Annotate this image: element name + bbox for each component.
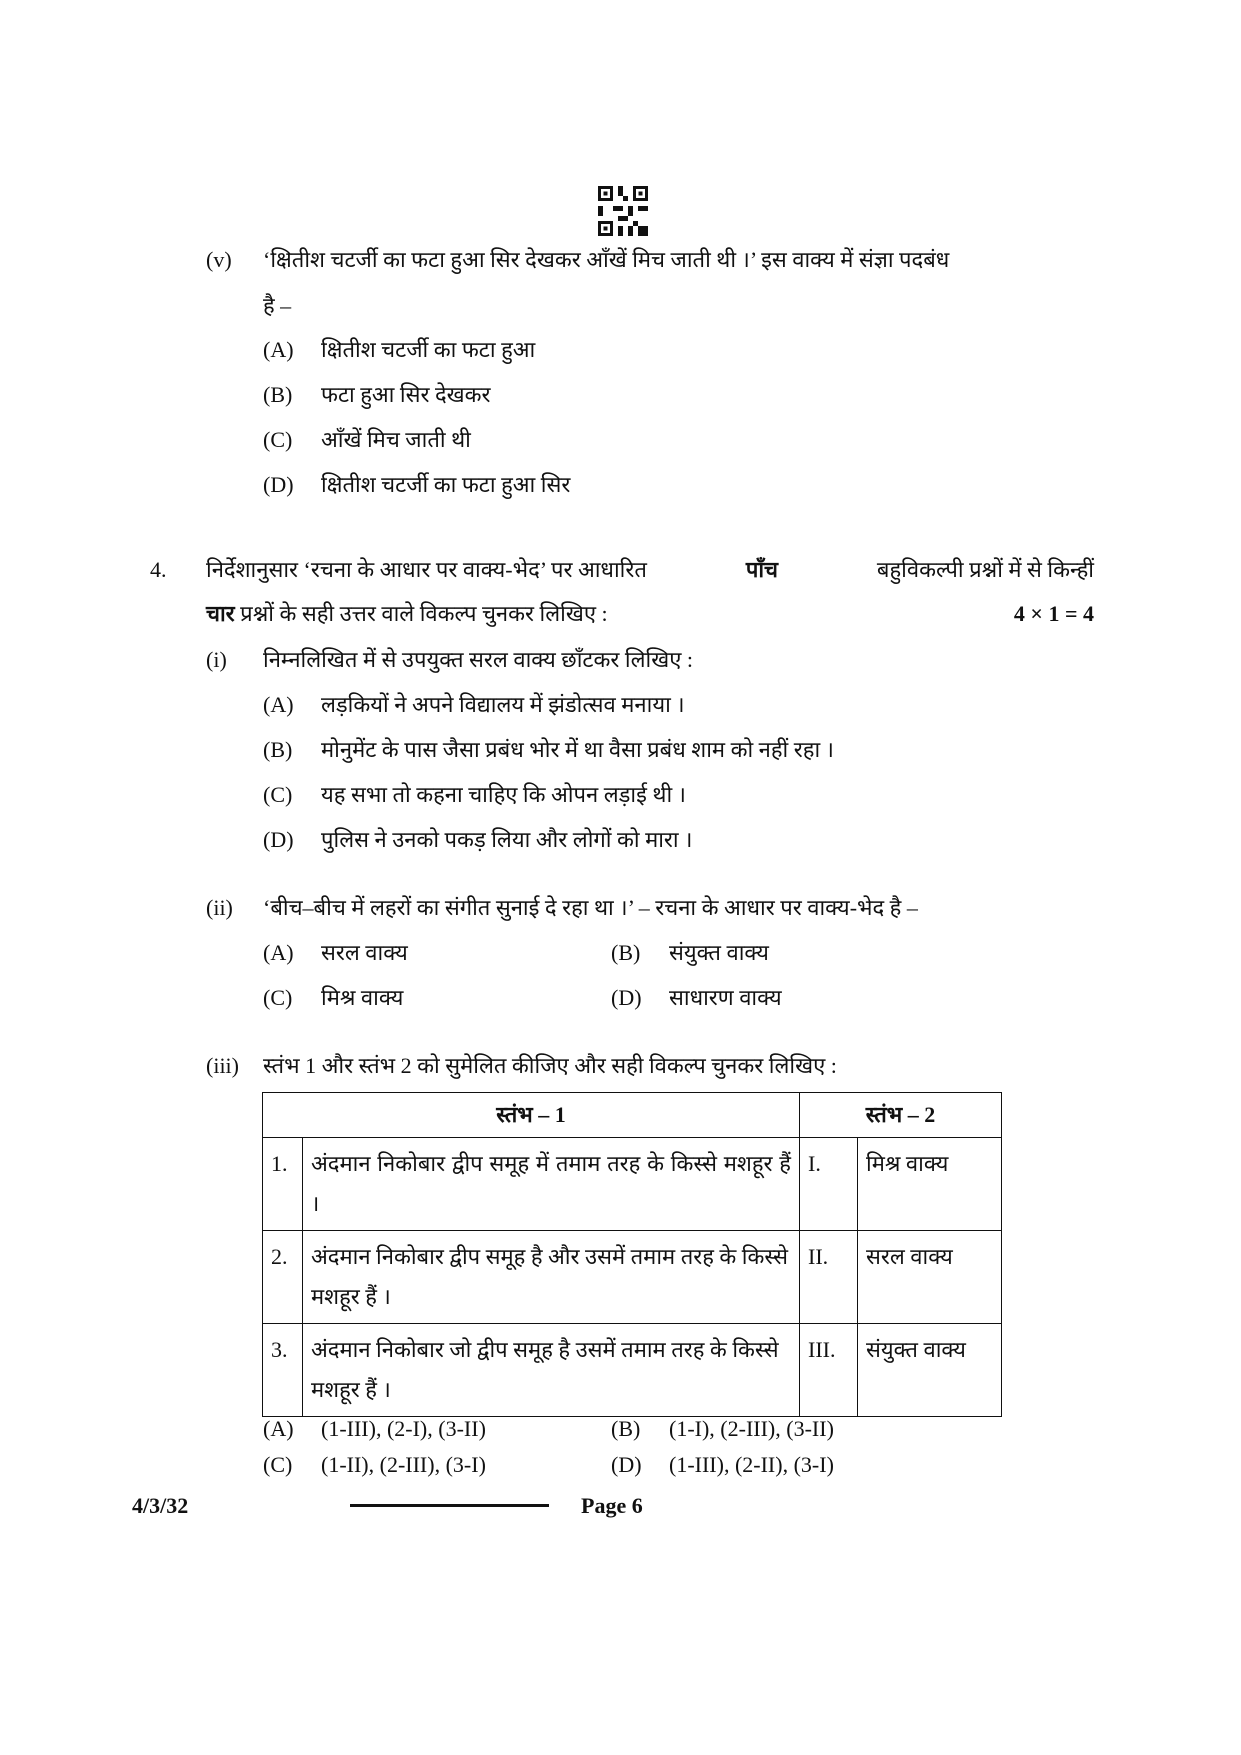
row-number: 1. [263, 1138, 303, 1231]
sentence-cell: अंदमान निकोबार द्वीप समूह है और उसमें तमाम तरह के किस्से मशहूर हैं । [303, 1231, 800, 1324]
instruction-part: बहुविकल्पी प्रश्नों में से किन्हीं [876, 557, 1094, 582]
option-label: (C) [263, 782, 293, 807]
qr-code [598, 186, 648, 236]
subquestion-label: (iii) [206, 1053, 239, 1078]
option-text: (1-II), (2-III), (3-I) [321, 1452, 486, 1477]
option-label: (A) [263, 940, 294, 965]
option-text: संयुक्त वाक्य [669, 940, 769, 965]
subquestion-text: निम्नलिखित में से उपयुक्त सरल वाक्य छाँटकर लिखिए : [263, 647, 693, 672]
table-header-row [263, 1093, 1002, 1138]
roman-number: III. [800, 1324, 858, 1417]
option-label: (A) [263, 692, 294, 717]
option-label: (D) [263, 472, 294, 497]
row-number: 3. [263, 1324, 303, 1417]
question-number: 4. [150, 557, 167, 582]
question-instruction [206, 556, 1094, 584]
option-label: (A) [263, 337, 294, 362]
option-text: (1-III), (2-I), (3-II) [321, 1416, 486, 1441]
option-label: (B) [263, 382, 293, 407]
row-number: 2. [263, 1231, 303, 1324]
table-row [263, 1138, 1002, 1231]
option-label: (B) [611, 1416, 641, 1441]
table-row [263, 1324, 1002, 1417]
sentence-type: संयुक्त वाक्य [858, 1324, 1002, 1417]
option-text: मिश्र वाक्य [321, 985, 404, 1010]
instruction-bold: पाँच [745, 557, 778, 582]
option-label: (C) [263, 1452, 293, 1477]
option-label: (B) [263, 737, 293, 762]
option-text: साधारण वाक्य [669, 985, 782, 1010]
match-table [262, 1092, 1002, 1417]
option-label: (D) [611, 1452, 642, 1477]
option-text: क्षितीश चटर्जी का फटा हुआ [321, 337, 536, 362]
roman-number: II. [800, 1231, 858, 1324]
instruction-part: निर्देशानुसार ‘रचना के आधार पर वाक्य-भेद’ पर आधारित [206, 557, 647, 582]
option-text: मोनुमेंट के पास जैसा प्रबंध भोर में था वैसा प्रबंध शाम को नहीं रहा । [321, 737, 834, 762]
option-text: फटा हुआ सिर देखकर [321, 382, 491, 407]
option-label: (C) [263, 427, 293, 452]
subquestion-label: (ii) [206, 895, 233, 920]
question-text-cont: है – [263, 293, 292, 318]
option-text: (1-I), (2-III), (3-II) [669, 1416, 834, 1441]
instruction-bold: चार [206, 601, 235, 626]
option-label: (D) [611, 985, 642, 1010]
subquestion-text: ‘बीच–बीच में लहरों का संगीत सुनाई दे रहा था ।’ – रचना के आधार पर वाक्य-भेद है – [263, 895, 918, 920]
option-label: (A) [263, 1416, 294, 1441]
sentence-cell: अंदमान निकोबार द्वीप समूह में तमाम तरह के किस्से मशहूर हैं । [303, 1138, 800, 1231]
option-text: सरल वाक्य [321, 940, 408, 965]
option-text: लड़कियों ने अपने विद्यालय में झंडोत्सव मनाया । [321, 692, 685, 717]
option-label: (D) [263, 827, 294, 852]
option-label: (B) [611, 940, 641, 965]
marks: 4 × 1 = 4 [1013, 601, 1094, 626]
question-label: (v) [206, 247, 232, 272]
column-1-header: स्तंभ – 1 [263, 1093, 800, 1138]
sentence-type: मिश्र वाक्य [858, 1138, 1002, 1231]
option-label: (C) [263, 985, 293, 1010]
option-text: यह सभा तो कहना चाहिए कि ओपन लड़ाई थी । [321, 782, 687, 807]
paper-code: 4/3/32 [132, 1493, 189, 1518]
column-2-header: स्तंभ – 2 [800, 1093, 1002, 1138]
question-text: ‘क्षितीश चटर्जी का फटा हुआ सिर देखकर आँखें मिच जाती थी ।’ इस वाक्य में संज्ञा पदबंध [263, 247, 950, 272]
subquestion-text: स्तंभ 1 और स्तंभ 2 को सुमेलित कीजिए और सही विकल्प चुनकर लिखिए : [263, 1053, 837, 1078]
question-instruction-cont [206, 600, 608, 628]
instruction-part: प्रश्नों के सही उत्तर वाले विकल्प चुनकर लिखिए : [240, 601, 608, 626]
sentence-type: सरल वाक्य [858, 1231, 1002, 1324]
roman-number: I. [800, 1138, 858, 1231]
page-number: Page 6 [581, 1493, 643, 1518]
option-text: क्षितीश चटर्जी का फटा हुआ सिर [321, 472, 571, 497]
option-text: (1-III), (2-II), (3-I) [669, 1452, 834, 1477]
option-text: आँखें मिच जाती थी [321, 427, 471, 452]
option-text: पुलिस ने उनको पकड़ लिया और लोगों को मारा । [321, 827, 693, 852]
table-row [263, 1231, 1002, 1324]
sentence-cell: अंदमान निकोबार जो द्वीप समूह है उसमें तमाम तरह के किस्से मशहूर हैं । [303, 1324, 800, 1417]
subquestion-label: (i) [206, 647, 227, 672]
footer-rule [350, 1504, 549, 1507]
